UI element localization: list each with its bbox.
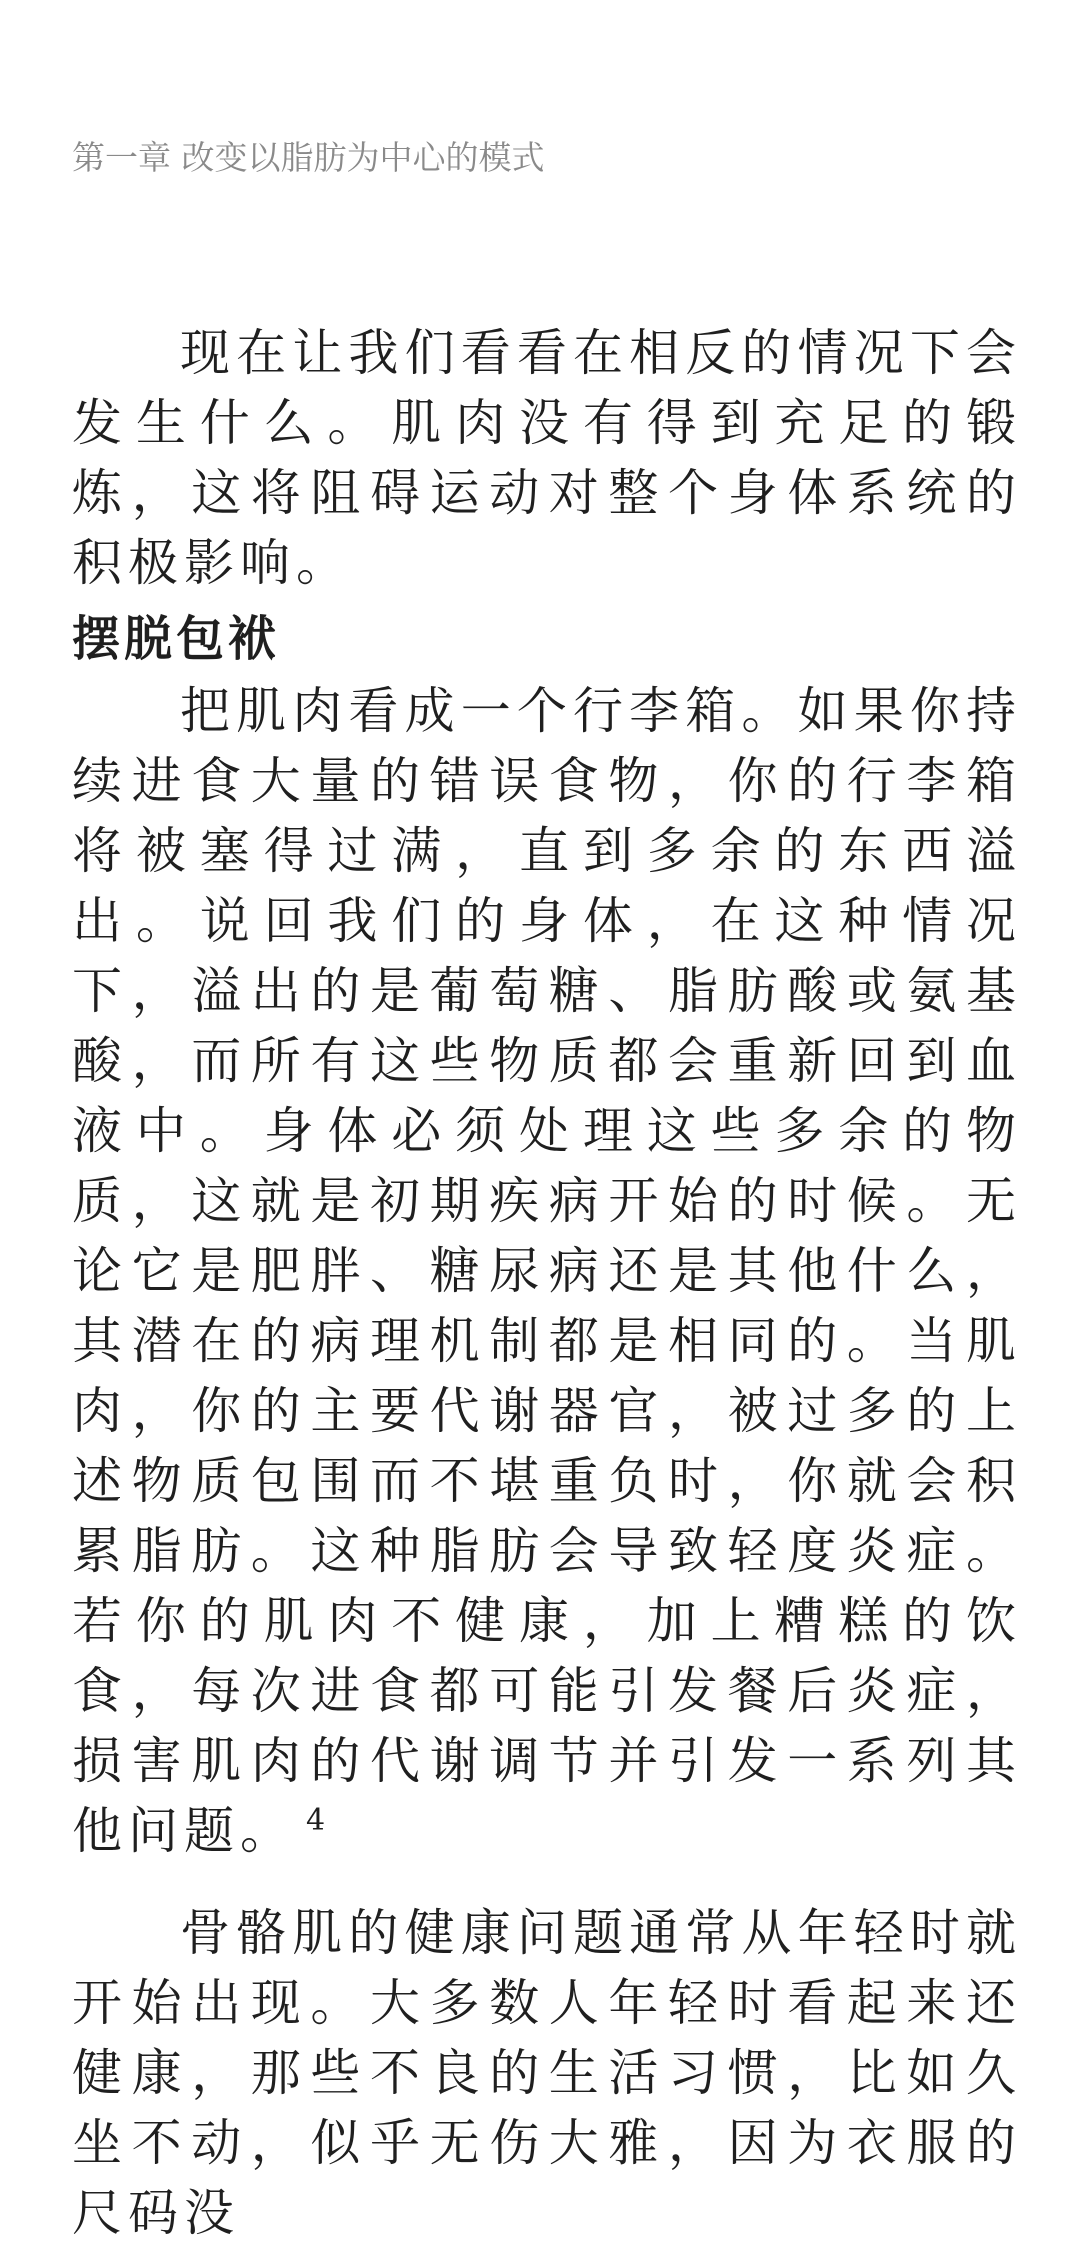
paragraph-3: 骨骼肌的健康问题通常从年轻时就开始出现。大多数人年轻时看起来还健康，那些不良的生活习惯，比如久坐不动，似乎无伤大雅，因为衣服的尺码没: [72, 1904, 1022, 2242]
paragraph-spacer: [72, 1866, 1022, 1898]
chapter-running-header: 第一章 改变以脂肪为中心的模式: [72, 138, 545, 177]
paragraph-2-text: 把肌肉看成一个行李箱。如果你持续进食大量的错误食物，你的行李箱将被塞得过满，直到多余的东西溢出。说回我们的身体，在这种情况下，溢出的是葡萄糖、脂肪酸或氨基酸，而所有这些物质都会重新回到血液中。身体必须处理这些多余的物质，这就是初期疾病开始的时候。无论它是肥胖、糖尿病还是其他什么，其潜在的病理机制都是相同的。当肌肉，你的主要代谢器官，被过多的上述物质包围而不堪重负时，你就会积累脂肪。这种脂肪会导致轻度炎症。若你的肌肉不健康，加上糟糕的饮食，每次进食都可能引发餐后炎症，损害肌肉的代谢调节并引发一系列其他问题。: [72, 682, 1022, 1860]
paragraph-2: [72, 676, 1022, 1866]
footnote-marker[interactable]: 4: [306, 1803, 332, 1839]
section-heading: 摆脱包袱: [72, 611, 281, 667]
paragraph-1: 现在让我们看看在相反的情况下会发生什么。肌肉没有得到充足的锻炼，这将阻碍运动对整个身体系统的积极影响。: [72, 324, 1022, 592]
page-content: [72, 318, 1022, 2248]
